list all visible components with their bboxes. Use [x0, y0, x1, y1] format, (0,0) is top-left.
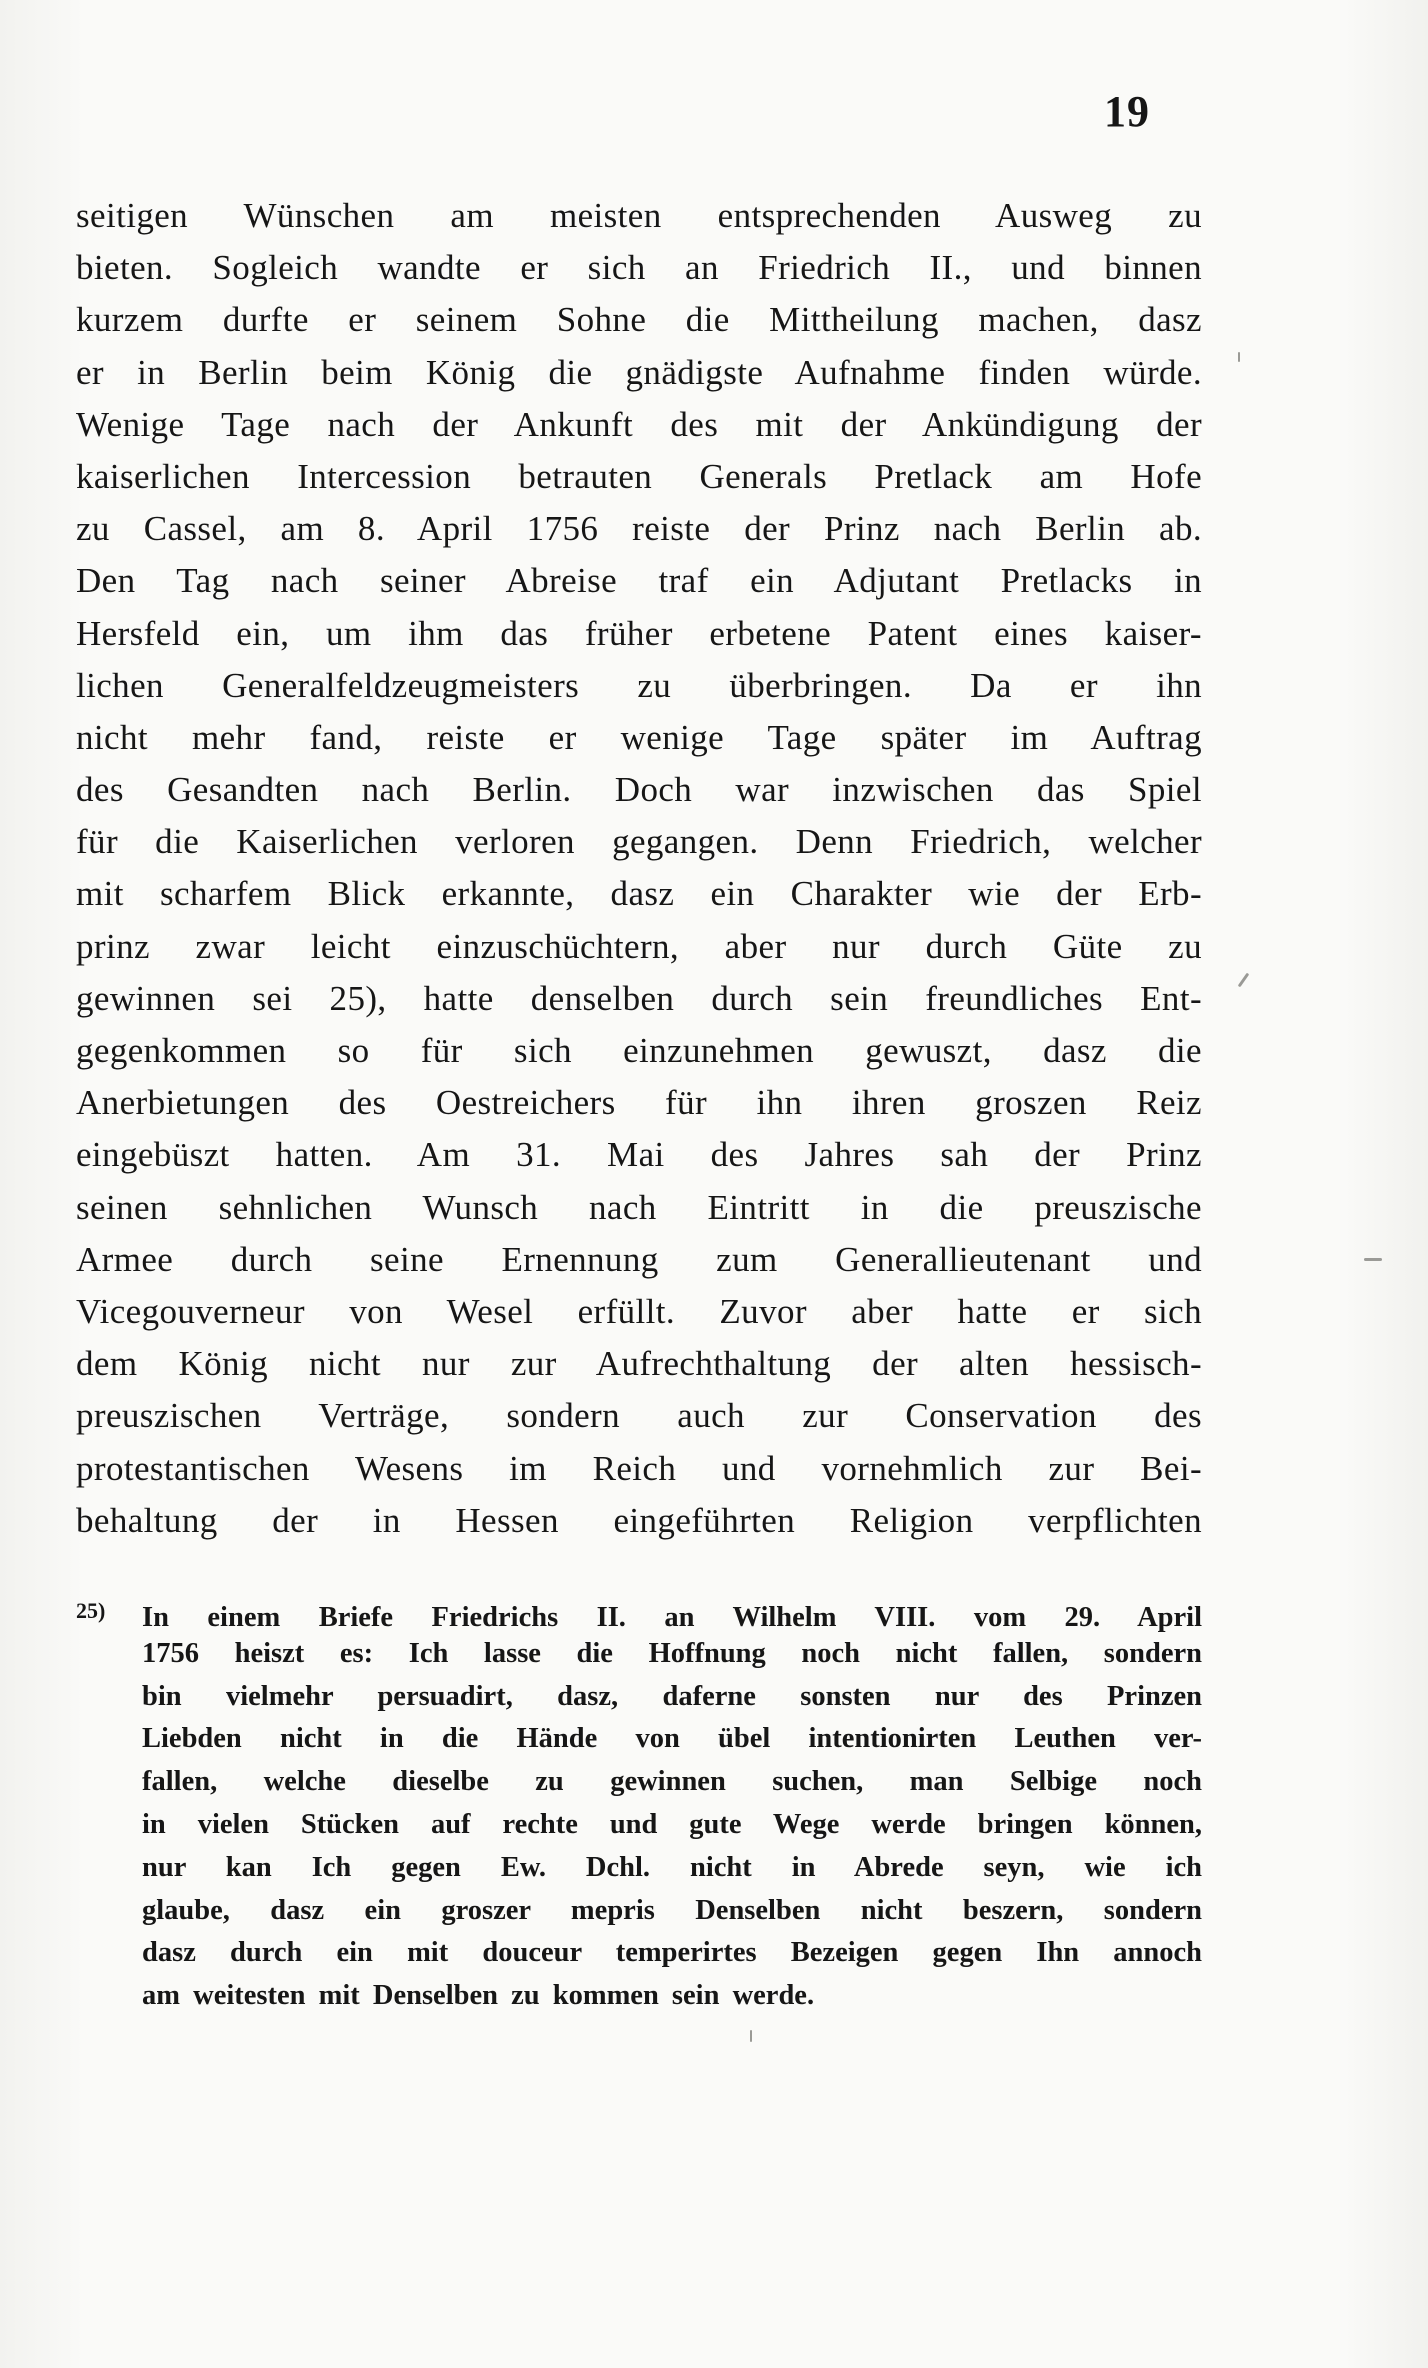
- footnote-line-6: in vielen Stücken auf rechte und gute Wege werde bringen können,: [142, 1808, 1202, 1840]
- text-line-19: eingebüszt hatten. Am 31. Mai des Jahres sah der Prinz: [76, 1135, 1202, 1175]
- text-line-5: Wenige Tage nach der Ankunft des mit der Ankündigung der: [76, 404, 1202, 444]
- text-line-25: protestantischen Wesens im Reich und vornehmlich zur Bei-: [76, 1448, 1202, 1488]
- footnote-line-8: glaube, dasz ein groszer mepris Denselben nicht beszern, sondern: [142, 1894, 1202, 1926]
- text-line-22: Vicegouverneur von Wesel erfüllt. Zuvor aber hatte er sich: [76, 1291, 1202, 1331]
- footnote-first-line: In einem Briefe Friedrichs II. an Wilhelm VIII. vom 29. April: [142, 1602, 1202, 1633]
- footnote-line-1: [76, 1590, 1202, 1633]
- text-line-4: er in Berlin beim König die gnädigste Aufnahme finden würde.: [76, 352, 1202, 392]
- text-line-12: des Gesandten nach Berlin. Doch war inzwischen das Spiel: [76, 770, 1202, 810]
- footnote-line-2: 1756 heiszt es: Ich lasse die Hoffnung noch nicht fallen, sondern: [142, 1637, 1202, 1669]
- text-line-10: lichen Generalfeldzeugmeisters zu überbringen. Da er ihn: [76, 665, 1202, 705]
- footnote-marker: 25): [76, 1598, 106, 1623]
- text-line-2: bieten. Sogleich wandte er sich an Friedrich II., und binnen: [76, 248, 1202, 288]
- footnote-line-4: Liebden nicht in die Hände von übel intentionirten Leuthen ver-: [142, 1723, 1202, 1755]
- text-line-7: zu Cassel, am 8. April 1756 reiste der Prinz nach Berlin ab.: [76, 509, 1202, 549]
- footnote-line-3: bin vielmehr persuadirt, dasz, daferne sonsten nur des Prinzen: [142, 1680, 1202, 1712]
- text-line-17: gegenkommen so für sich einzunehmen gewuszt, dasz die: [76, 1031, 1202, 1070]
- text-line-15: prinz zwar leicht einzuschüchtern, aber nur durch Güte zu: [76, 926, 1202, 966]
- scan-speck: [1238, 973, 1250, 988]
- scan-speck: [750, 2030, 752, 2042]
- text-line-6: kaiserlichen Intercession betrauten Generals Pretlack am Hofe: [76, 456, 1202, 496]
- text-line-20: seinen sehnlichen Wunsch nach Eintritt in die preuszische: [76, 1187, 1202, 1227]
- scan-speck: [1238, 352, 1240, 362]
- page-number: 19: [1104, 87, 1150, 136]
- text-line-11: nicht mehr fand, reiste er wenige Tage später im Auftrag: [76, 717, 1202, 757]
- text-line-21: Armee durch seine Ernennung zum Generallieutenant und: [76, 1239, 1202, 1279]
- text-line-16: gewinnen sei 25), hatte denselben durch sein freundliches Ent-: [76, 978, 1202, 1018]
- text-line-1: seitigen Wünschen am meisten entsprechenden Ausweg zu: [76, 196, 1202, 235]
- text-line-23: dem König nicht nur zur Aufrechthaltung der alten hessisch-: [76, 1344, 1202, 1384]
- text-line-8: Den Tag nach seiner Abreise traf ein Adjutant Pretlacks in: [76, 561, 1202, 601]
- scan-speck: [1364, 1258, 1382, 1261]
- body-text: [76, 190, 1202, 1547]
- footnote-line-9: dasz durch ein mit douceur temperirtes Bezeigen gegen Ihn annoch: [142, 1937, 1202, 1969]
- text-line-3: kurzem durfte er seinem Sohne die Mittheilung machen, dasz: [76, 300, 1202, 340]
- text-line-24: preuszischen Verträge, sondern auch zur Conservation des: [76, 1396, 1202, 1436]
- footnote-line-7: nur kan Ich gegen Ew. Dchl. nicht in Abrede seyn, wie ich: [142, 1851, 1202, 1883]
- footnote-line-10: am weitesten mit Denselben zu kommen sein werde.: [142, 1980, 815, 2012]
- text-line-13: für die Kaiserlichen verloren gegangen. Denn Friedrich, welcher: [76, 822, 1202, 862]
- text-line-26: behaltung der in Hessen eingeführten Religion verpflichten: [76, 1500, 1202, 1540]
- footnote-25: [76, 1590, 1202, 2018]
- footnote-line-5: fallen, welche dieselbe zu gewinnen suchen, man Selbige noch: [142, 1766, 1202, 1798]
- text-line-9: Hersfeld ein, um ihm das früher erbetene Patent eines kaiser-: [76, 613, 1202, 653]
- text-line-14: mit scharfem Blick erkannte, dasz ein Charakter wie der Erb-: [76, 874, 1202, 914]
- text-line-18: Anerbietungen des Oestreichers für ihn ihren groszen Reiz: [76, 1083, 1202, 1123]
